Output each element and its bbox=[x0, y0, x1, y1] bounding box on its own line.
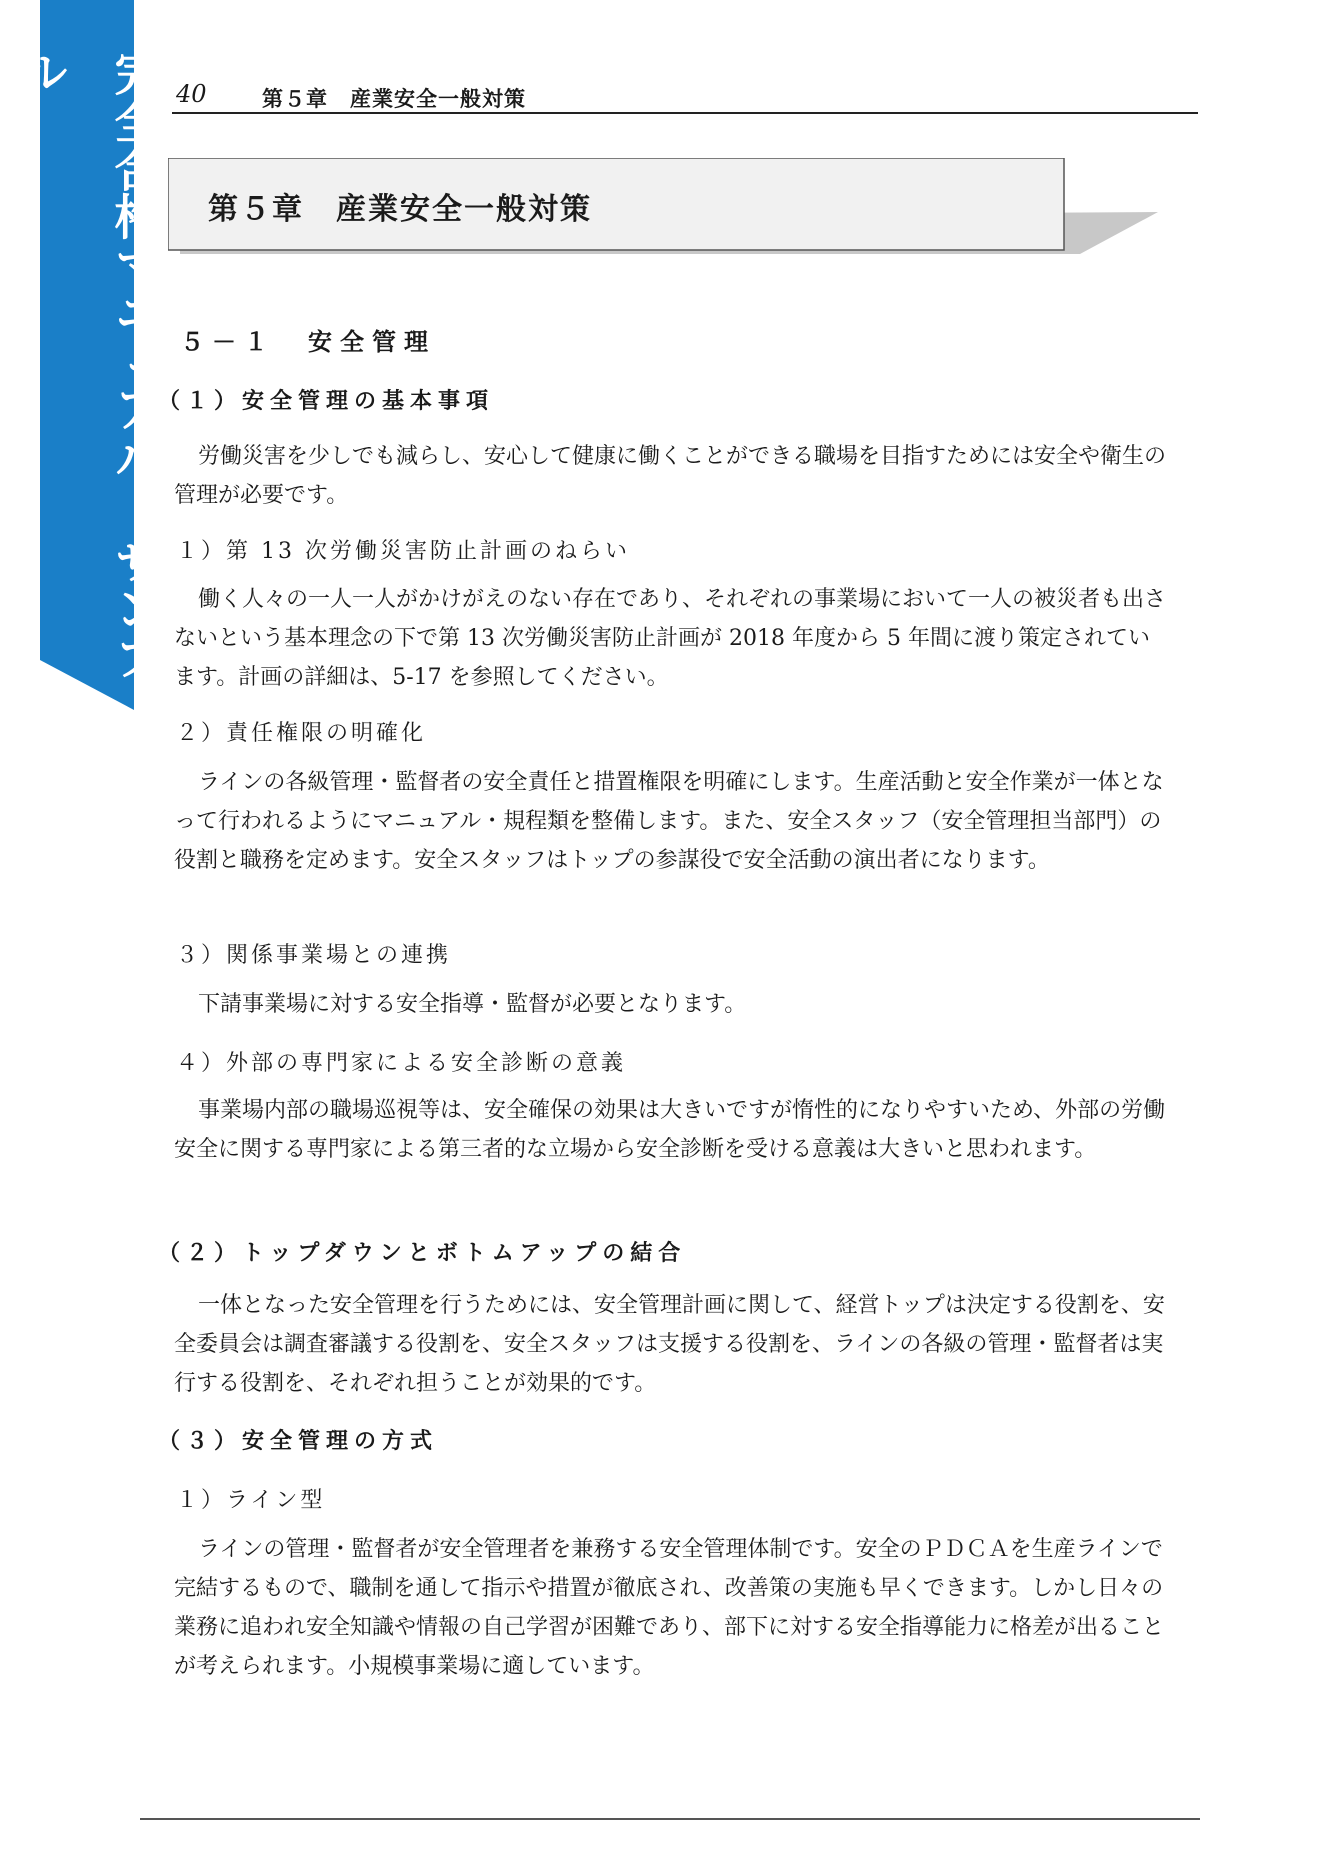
section-heading: ５－１ 安全管理 bbox=[180, 328, 436, 356]
item-heading-2: ２）責任権限の明確化 bbox=[176, 721, 427, 746]
item-heading-1: １）第 13 次労働災害防止計画のねらい bbox=[176, 539, 630, 564]
item-1-text: 働く人々の一人一人がかけがえのない存在であり、それぞれの事業場において一人の被災者も出さないという基本理念の下で第 13 次労働災害防止計画が 2018 年度から 5 年間に渡り策定されています。計画の詳細は、5-17 を参照してください。 bbox=[174, 587, 1167, 690]
side-tab bbox=[12, 0, 162, 710]
subsection-1-intro: 労働災害を少しでも減らし、安心して健康に働くことができる職場を目指すためには安全や衛生の管理が必要です。 bbox=[174, 444, 1167, 508]
item-4-text: 事業場内部の職場巡視等は、安全確保の効果は大きいですが惰性的になりやすいため、外部の労働安全に関する専門家による第三者的な立場から安全診断を受ける意義は大きいと思われます。 bbox=[174, 1098, 1166, 1162]
subsection-heading-1: （１）安全管理の基本事項 bbox=[158, 389, 495, 414]
chapter-title: 第５章 産業安全一般対策 bbox=[208, 192, 592, 227]
item-heading-4: ４）外部の専門家による安全診断の意義 bbox=[176, 1051, 627, 1076]
item-2-text: ラインの各級管理・監督者の安全責任と措置権限を明確にします。生産活動と安全作業が一体となって行われるようにマニュアル・規程類を整備します。また、安全スタッフ（安全管理担当部門）の役割と職務を定めます。安全スタッフはトップの参謀役で安全活動の演出者になります。 bbox=[174, 770, 1164, 873]
running-header bbox=[172, 80, 1198, 114]
subsection-heading-3: （３）安全管理の方式 bbox=[158, 1429, 439, 1454]
subsection-2-text: 一体となった安全管理を行うためには、安全管理計画に関して、経営トップは決定する役割を、安全委員会は調査審議する役割を、安全スタッフは支援する役割を、ラインの各級の管理・監督者は実行する役割を、それぞれ担うことが効果的です。 bbox=[174, 1293, 1165, 1396]
chapter-title-box bbox=[168, 158, 1168, 268]
footer-rule bbox=[140, 1818, 1200, 1820]
subsection-heading-2: （２）トップダウンとボトムアップの結合 bbox=[158, 1241, 687, 1266]
item-heading-3: ３）関係事業場との連携 bbox=[176, 943, 452, 968]
subsection-3-item-heading-1: １）ライン型 bbox=[176, 1488, 326, 1513]
item-3-text: 下請事業場に対する安全指導・監督が必要となります。 bbox=[198, 992, 747, 1017]
subsection-3-item-1-text: ラインの管理・監督者が安全管理者を兼務する安全管理体制です。安全のＰＤＣＡを生産ラインで完結するもので、職制を通して指示や措置が徹底され、改善策の実施も早くできます。しかし日々の業務に追われ安全知識や情報の自己学習が困難であり、部下に対する安全指導能力に格差が出ることが考えられます。小規模事業場に適しています。 bbox=[174, 1537, 1165, 1679]
page-number: 40 bbox=[176, 80, 207, 108]
header-chapter-title: 第５章 産業安全一般対策 bbox=[262, 87, 526, 111]
side-tab-label: 完全合格マニュアル サンプル bbox=[12, 48, 162, 680]
